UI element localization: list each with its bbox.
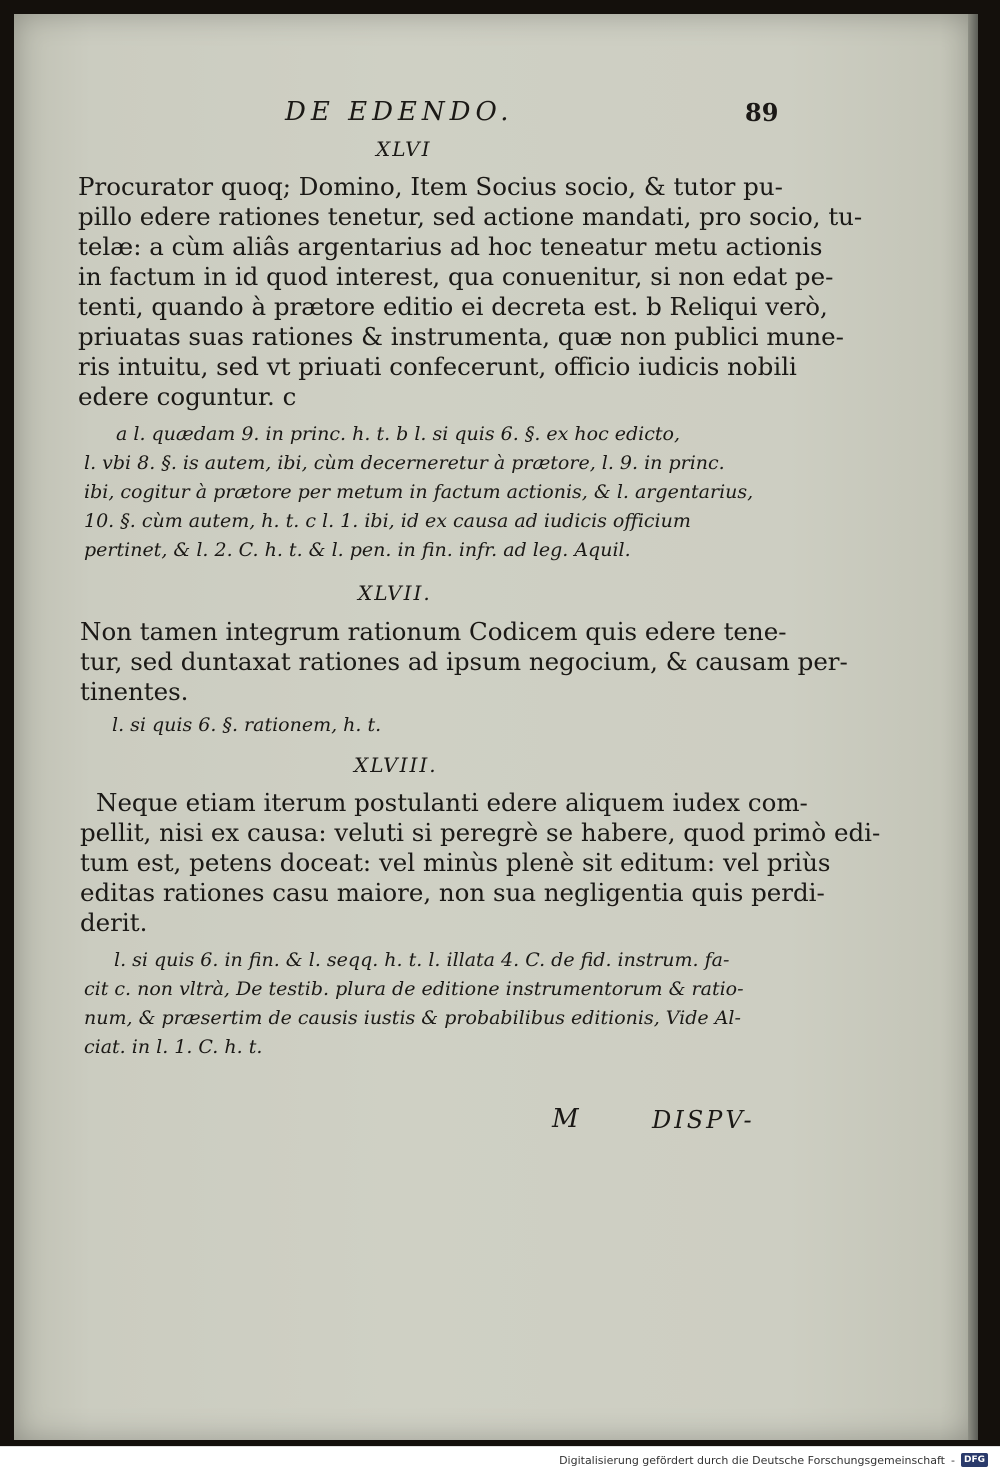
credit-line — [559, 1453, 988, 1467]
body-line: edere coguntur. c — [78, 382, 297, 411]
body-line: ris intuitu, sed vt priuati confecerunt, officio iudicis nobili — [78, 352, 797, 381]
body-line: in factum in id quod interest, qua conuenitur, si non edat pe- — [78, 262, 834, 291]
note-line: l. si quis 6. §. rationem, h. t. — [112, 714, 382, 736]
credit-text: Digitalisierung gefördert durch die Deutsche Forschungsgemeinschaft — [559, 1453, 945, 1467]
folio-number: 89 — [745, 98, 779, 127]
body-line: tur, sed duntaxat rationes ad ipsum negocium, & causam per- — [80, 647, 848, 676]
note-line: num, & præsertim de causis iustis & probabilibus editionis, Vide Al- — [84, 1007, 741, 1029]
body-line: tinentes. — [80, 677, 189, 706]
section-body — [80, 617, 848, 707]
note-line: ibi, cogitur à prætore per metum in factum actionis, & l. argentarius, — [84, 481, 754, 503]
body-line: derit. — [80, 908, 148, 937]
body-line: pillo edere rationes tenetur, sed actione mandati, pro socio, tu- — [78, 202, 863, 231]
body-line: Procurator quoq; Domino, Item Socius socio, & tutor pu- — [78, 172, 783, 201]
section-notes — [84, 946, 744, 1062]
note-line: l. si quis 6. in fin. & l. seqq. h. t. l. illata 4. C. de fid. instrum. fa- — [114, 949, 730, 971]
body-line: Neque etiam iterum postulanti edere aliquem iudex com- — [96, 788, 808, 817]
note-line: ciat. in l. 1. C. h. t. — [84, 1036, 263, 1058]
section-body — [78, 172, 862, 412]
body-line: tum est, petens doceat: vel minùs plenè sit editum: vel priùs — [80, 848, 831, 877]
body-line: tenti, quando à prætore editio ei decreta est. b Reliqui verò, — [78, 292, 828, 321]
body-line: editas rationes casu maiore, non sua negligentia quis perdi- — [80, 878, 825, 907]
section-body — [80, 788, 880, 938]
section-number-text: XLVIII. — [354, 753, 438, 777]
credit-bar — [0, 1446, 1000, 1475]
body-line: telæ: a cùm aliâs argentarius ad hoc teneatur metu actionis — [78, 232, 823, 261]
section-notes — [112, 711, 381, 740]
body-line: Non tamen integrum rationum Codicem quis edere tene- — [80, 617, 787, 646]
credit-separator: - — [951, 1453, 955, 1467]
note-line: a l. quædam 9. in princ. h. t. b l. si quis 6. §. ex hoc edicto, — [116, 423, 680, 445]
section-notes — [84, 420, 753, 565]
page-edge — [968, 14, 978, 1440]
note-line: 10. §. cùm autem, h. t. c l. 1. ibi, id ex causa ad iudicis officium — [84, 510, 691, 532]
note-line: pertinet, & l. 2. C. h. t. & l. pen. in fin. infr. ad leg. Aquil. — [84, 539, 631, 561]
catchword-mark: M — [552, 1104, 579, 1134]
dfg-logo-icon: DFG — [961, 1453, 988, 1467]
section-number-text: XLVI — [376, 137, 432, 161]
section-number-text: XLVII. — [358, 581, 432, 605]
body-line: pellit, nisi ex causa: veluti si peregrè se habere, quod primò edi- — [80, 818, 881, 847]
body-line: priuatas suas rationes & instrumenta, quæ non publici mune- — [78, 322, 844, 351]
note-line: l. vbi 8. §. is autem, ibi, cùm decerneretur à prætore, l. 9. in princ. — [84, 452, 725, 474]
running-head: DE EDENDO. — [285, 97, 514, 127]
catchword: DISPV- — [652, 1106, 755, 1134]
note-line: cit c. non vltrà, De testib. plura de editione instrumentorum & ratio- — [84, 978, 744, 1000]
